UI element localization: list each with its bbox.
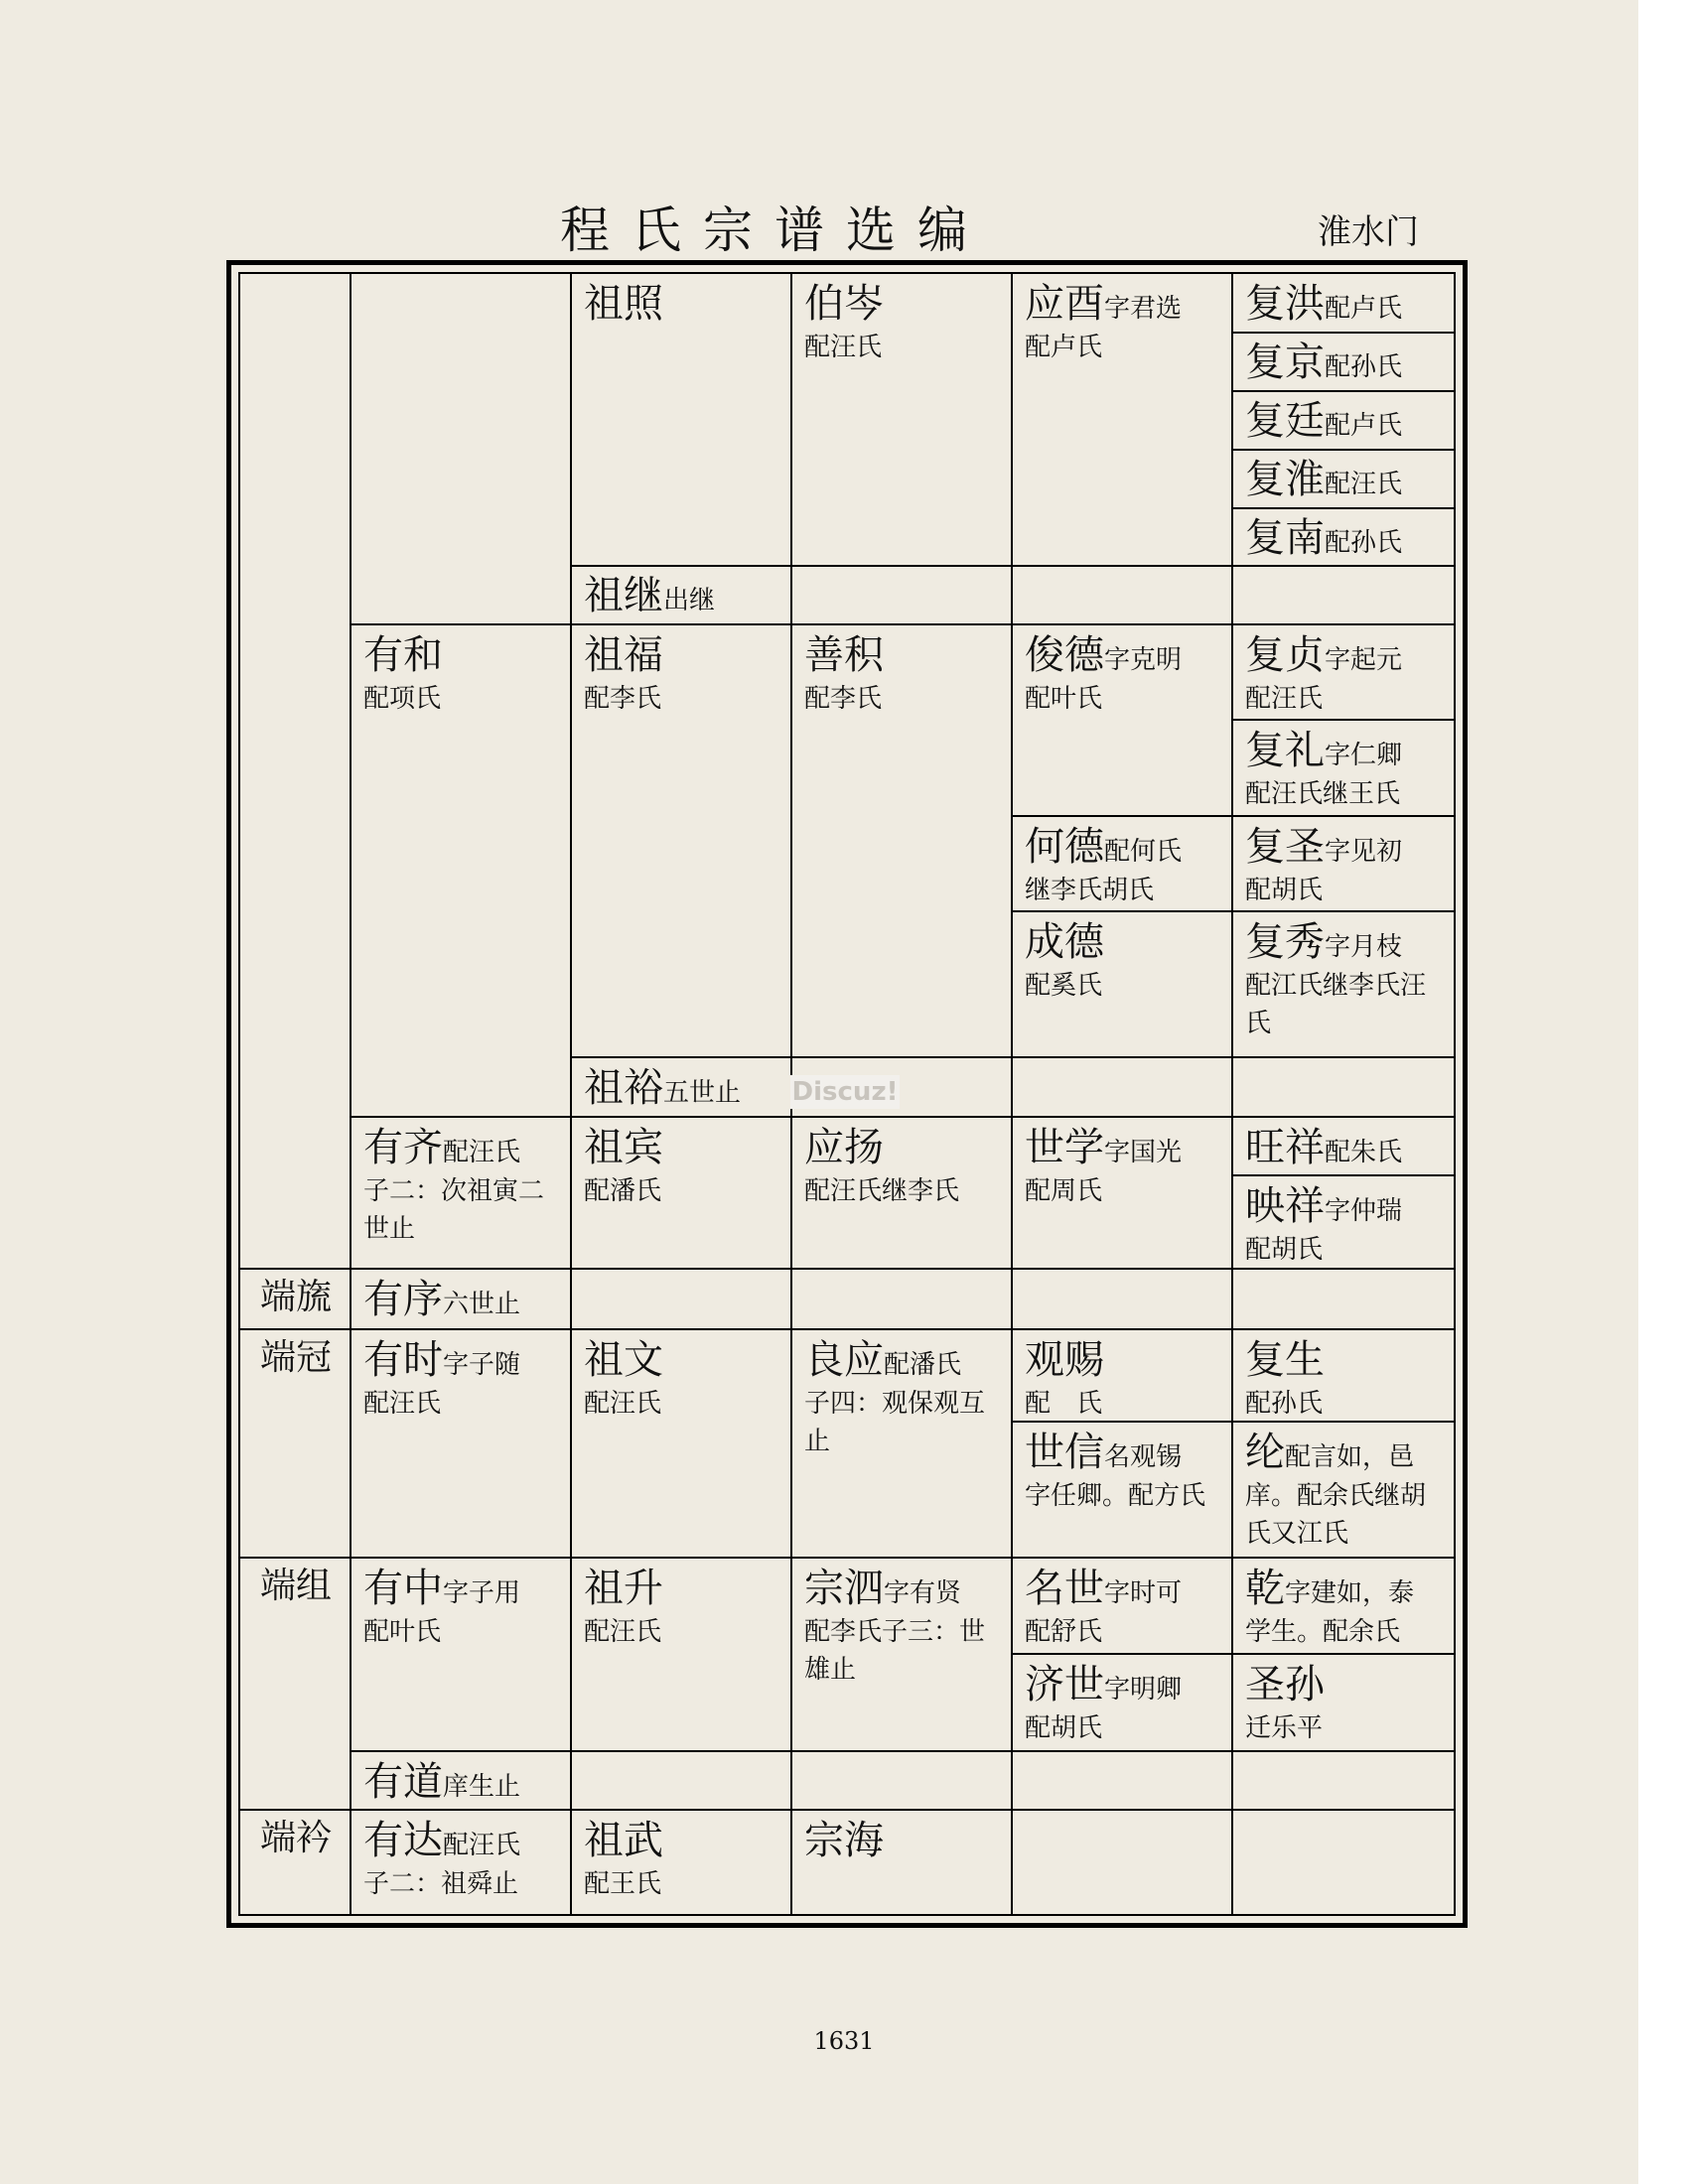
person-name: 俊德 [1025, 632, 1104, 678]
person-name: 祖福 [584, 632, 663, 678]
person-name: 有齐 [363, 1125, 443, 1170]
person-courtesy: 字明卿 [1104, 1675, 1183, 1705]
person-note: 配奚氏 [1025, 971, 1103, 1001]
person-name: 祖照 [584, 281, 663, 327]
person-name: 复礼 [1245, 728, 1325, 773]
person-note: 配李氏子三：世雄止 [804, 1617, 986, 1685]
generation-duanxuan [240, 1270, 350, 1318]
person-note: 配李氏 [804, 684, 883, 714]
person-note: 配江氏继李氏汪氏 [1245, 971, 1427, 1038]
person-zufu [572, 625, 790, 719]
person-name: 复贞 [1245, 632, 1325, 678]
person-fuhong [1233, 274, 1454, 328]
person-fusheng2 [1233, 1330, 1454, 1424]
person-note: 配汪氏 [584, 1617, 662, 1647]
person-note: 子二：次祖寅二世止 [363, 1176, 545, 1244]
person-shixue [1013, 1118, 1231, 1211]
person-youda [352, 1811, 570, 1904]
person-courtesy: 字见初 [1325, 837, 1403, 867]
person-fuli [1233, 721, 1454, 814]
person-note: 配汪氏继王氏 [1245, 779, 1401, 809]
person-name: 应酉 [1025, 281, 1104, 327]
person-courtesy: 字克明 [1104, 645, 1183, 675]
generation-name: 端组 [260, 1566, 333, 1606]
person-courtesy: 字仁卿 [1325, 741, 1403, 770]
person-fusheng [1233, 817, 1454, 910]
person-note: 出继 [663, 586, 716, 615]
person-note: 配孙氏 [1325, 528, 1403, 558]
person-hede [1013, 817, 1231, 910]
branch-label: 淮水门 [1318, 212, 1419, 252]
person-note: 子四：观保观互止 [804, 1389, 986, 1456]
person-note: 继李氏胡氏 [1025, 876, 1155, 905]
person-note: 配胡氏 [1025, 1713, 1103, 1743]
person-name: 善积 [804, 632, 884, 678]
person-youdao [352, 1752, 570, 1806]
person-name: 复秀 [1245, 919, 1325, 965]
person-name: 复生 [1245, 1337, 1325, 1383]
person-name: 何德 [1025, 824, 1104, 870]
person-fuzhen [1233, 625, 1454, 719]
person-courtesy: 字建如，泰 [1285, 1578, 1415, 1608]
person-note: 六世止 [443, 1290, 521, 1319]
person-yingyou [1013, 274, 1231, 367]
person-fujing [1233, 333, 1454, 386]
person-note: 配汪氏 [443, 1831, 521, 1860]
person-note: 配卢氏 [1325, 294, 1403, 324]
person-name: 伯岑 [804, 281, 884, 327]
person-name: 观赐 [1025, 1337, 1104, 1383]
person-note: 迁乐平 [1245, 1713, 1324, 1743]
generation-duanjin [240, 1811, 350, 1859]
person-name: 有达 [363, 1818, 443, 1863]
person-name: 应扬 [804, 1125, 884, 1170]
generation-name: 端冠 [260, 1337, 333, 1378]
person-note: 配何氏 [1104, 837, 1183, 867]
person-name: 有序 [363, 1277, 443, 1322]
person-note: 配胡氏 [1245, 1235, 1324, 1265]
person-note: 庠。配余氏继胡氏又江氏 [1245, 1481, 1427, 1549]
person-note: 配舒氏 [1025, 1617, 1103, 1647]
person-note: 配汪氏继李氏 [804, 1176, 960, 1206]
person-name: 乾 [1245, 1566, 1285, 1611]
person-note: 配项氏 [363, 684, 442, 714]
person-courtesy: 字起元 [1325, 645, 1403, 675]
person-zuzhao [572, 274, 790, 328]
person-note: 配朱氏 [1325, 1138, 1403, 1167]
person-name: 良应 [804, 1337, 884, 1383]
person-name: 纶 [1245, 1430, 1285, 1475]
person-note: 配潘氏 [584, 1176, 662, 1206]
person-name: 复洪 [1245, 281, 1325, 327]
person-liangying [792, 1330, 1011, 1460]
person-zuji [572, 566, 790, 619]
person-courtesy: 字月枝 [1325, 932, 1403, 962]
person-note: 配潘氏 [884, 1350, 962, 1380]
person-name: 祖升 [584, 1566, 663, 1611]
person-youhe [352, 625, 570, 719]
person-name: 圣孙 [1245, 1662, 1325, 1707]
person-courtesy: 字君选 [1104, 294, 1183, 324]
person-name: 世学 [1025, 1125, 1104, 1170]
person-chengde [1013, 912, 1231, 1006]
person-note: 配汪氏 [1245, 684, 1324, 714]
person-name: 祖武 [584, 1818, 663, 1863]
generation-duanzu [240, 1559, 350, 1607]
person-name: 复圣 [1245, 824, 1325, 870]
person-name: 旺祥 [1245, 1125, 1325, 1170]
person-zonghai [792, 1811, 1011, 1864]
person-name: 复南 [1245, 515, 1325, 561]
person-fuhuai [1233, 450, 1454, 503]
person-fuxiu [1233, 912, 1454, 1042]
person-note: 配李氏 [584, 684, 662, 714]
person-courtesy: 字国光 [1104, 1138, 1183, 1167]
person-name: 祖文 [584, 1337, 663, 1383]
person-youqi [352, 1118, 570, 1248]
person-shengsun [1233, 1655, 1454, 1748]
person-mingshi [1013, 1559, 1231, 1652]
person-courtesy: 字子随 [443, 1350, 521, 1380]
person-bocen [792, 274, 1011, 367]
person-zuwu [572, 1811, 790, 1904]
person-name: 祖宾 [584, 1125, 663, 1170]
person-courtesy: 配言如，邑 [1285, 1442, 1415, 1472]
person-note: 配孙氏 [1325, 352, 1403, 382]
person-name: 祖裕 [584, 1065, 663, 1111]
generation-name: 端旒 [260, 1277, 333, 1317]
person-name: 有和 [363, 632, 443, 678]
person-name: 宗海 [804, 1818, 884, 1863]
person-note: 配汪氏 [363, 1389, 442, 1419]
person-name: 宗泗 [804, 1566, 884, 1611]
person-zusheng [572, 1559, 790, 1652]
generation-duanguan [240, 1330, 350, 1379]
person-note: 学生。配余氏 [1245, 1617, 1401, 1647]
person-yingxiang [1233, 1176, 1454, 1270]
person-note: 子二：祖舜止 [363, 1869, 519, 1899]
page-number: 1631 [813, 2027, 875, 2055]
person-name: 复京 [1245, 340, 1325, 385]
person-name: 复淮 [1245, 457, 1325, 502]
page-edge [1638, 0, 1688, 2184]
person-name: 名世 [1025, 1566, 1104, 1611]
person-note: 配汪氏 [584, 1389, 662, 1419]
person-note: 配王氏 [584, 1869, 662, 1899]
person-wangxiang [1233, 1118, 1454, 1171]
person-note: 配卢氏 [1025, 333, 1103, 362]
person-note: 配叶氏 [363, 1617, 442, 1647]
person-note: 配汪氏 [443, 1138, 521, 1167]
generation-name: 端衿 [260, 1818, 333, 1858]
person-name: 复廷 [1245, 398, 1325, 444]
person-qian [1233, 1559, 1454, 1652]
person-courtesy: 字有贤 [884, 1578, 962, 1608]
person-futing [1233, 391, 1454, 445]
person-zongsi [792, 1559, 1011, 1689]
person-note: 配卢氏 [1325, 411, 1403, 441]
person-name: 映祥 [1245, 1183, 1325, 1229]
person-note: 配孙氏 [1245, 1389, 1324, 1419]
person-note: 配叶氏 [1025, 684, 1103, 714]
person-name: 祖继 [584, 573, 663, 618]
person-yingyang [792, 1118, 1011, 1211]
person-courtesy: 名观锡 [1104, 1442, 1183, 1472]
page-title: 程氏宗谱选编 [560, 202, 989, 259]
person-jishi [1013, 1655, 1231, 1748]
person-youxu [352, 1270, 570, 1323]
person-name: 有道 [363, 1759, 443, 1805]
person-zuyu [572, 1058, 790, 1112]
person-courtesy: 字时可 [1104, 1578, 1183, 1608]
person-shanji [792, 625, 1011, 719]
person-name: 有时 [363, 1337, 443, 1383]
person-junde [1013, 625, 1231, 719]
person-name: 济世 [1025, 1662, 1104, 1707]
person-funan [1233, 508, 1454, 562]
person-name: 有中 [363, 1566, 443, 1611]
person-name: 世信 [1025, 1430, 1104, 1475]
person-note: 配胡氏 [1245, 876, 1324, 905]
person-courtesy: 字子用 [443, 1578, 521, 1608]
person-note: 配汪氏 [1325, 470, 1403, 499]
person-courtesy: 字仲瑞 [1325, 1196, 1403, 1226]
person-shixin [1013, 1423, 1231, 1516]
watermark: Discuz! [791, 1077, 899, 1107]
person-note: 五世止 [663, 1078, 742, 1108]
person-guanci [1013, 1330, 1231, 1424]
person-note: 配 氏 [1025, 1389, 1103, 1419]
person-note: 字任卿。配方氏 [1025, 1481, 1206, 1511]
person-note: 配汪氏 [804, 333, 883, 362]
person-note: 配周氏 [1025, 1176, 1103, 1206]
person-youshi [352, 1330, 570, 1424]
person-youzhong [352, 1559, 570, 1652]
person-note: 庠生止 [443, 1772, 521, 1802]
person-zubin [572, 1118, 790, 1211]
person-lun [1233, 1423, 1454, 1553]
person-name: 成德 [1025, 919, 1104, 965]
person-zuwen [572, 1330, 790, 1424]
